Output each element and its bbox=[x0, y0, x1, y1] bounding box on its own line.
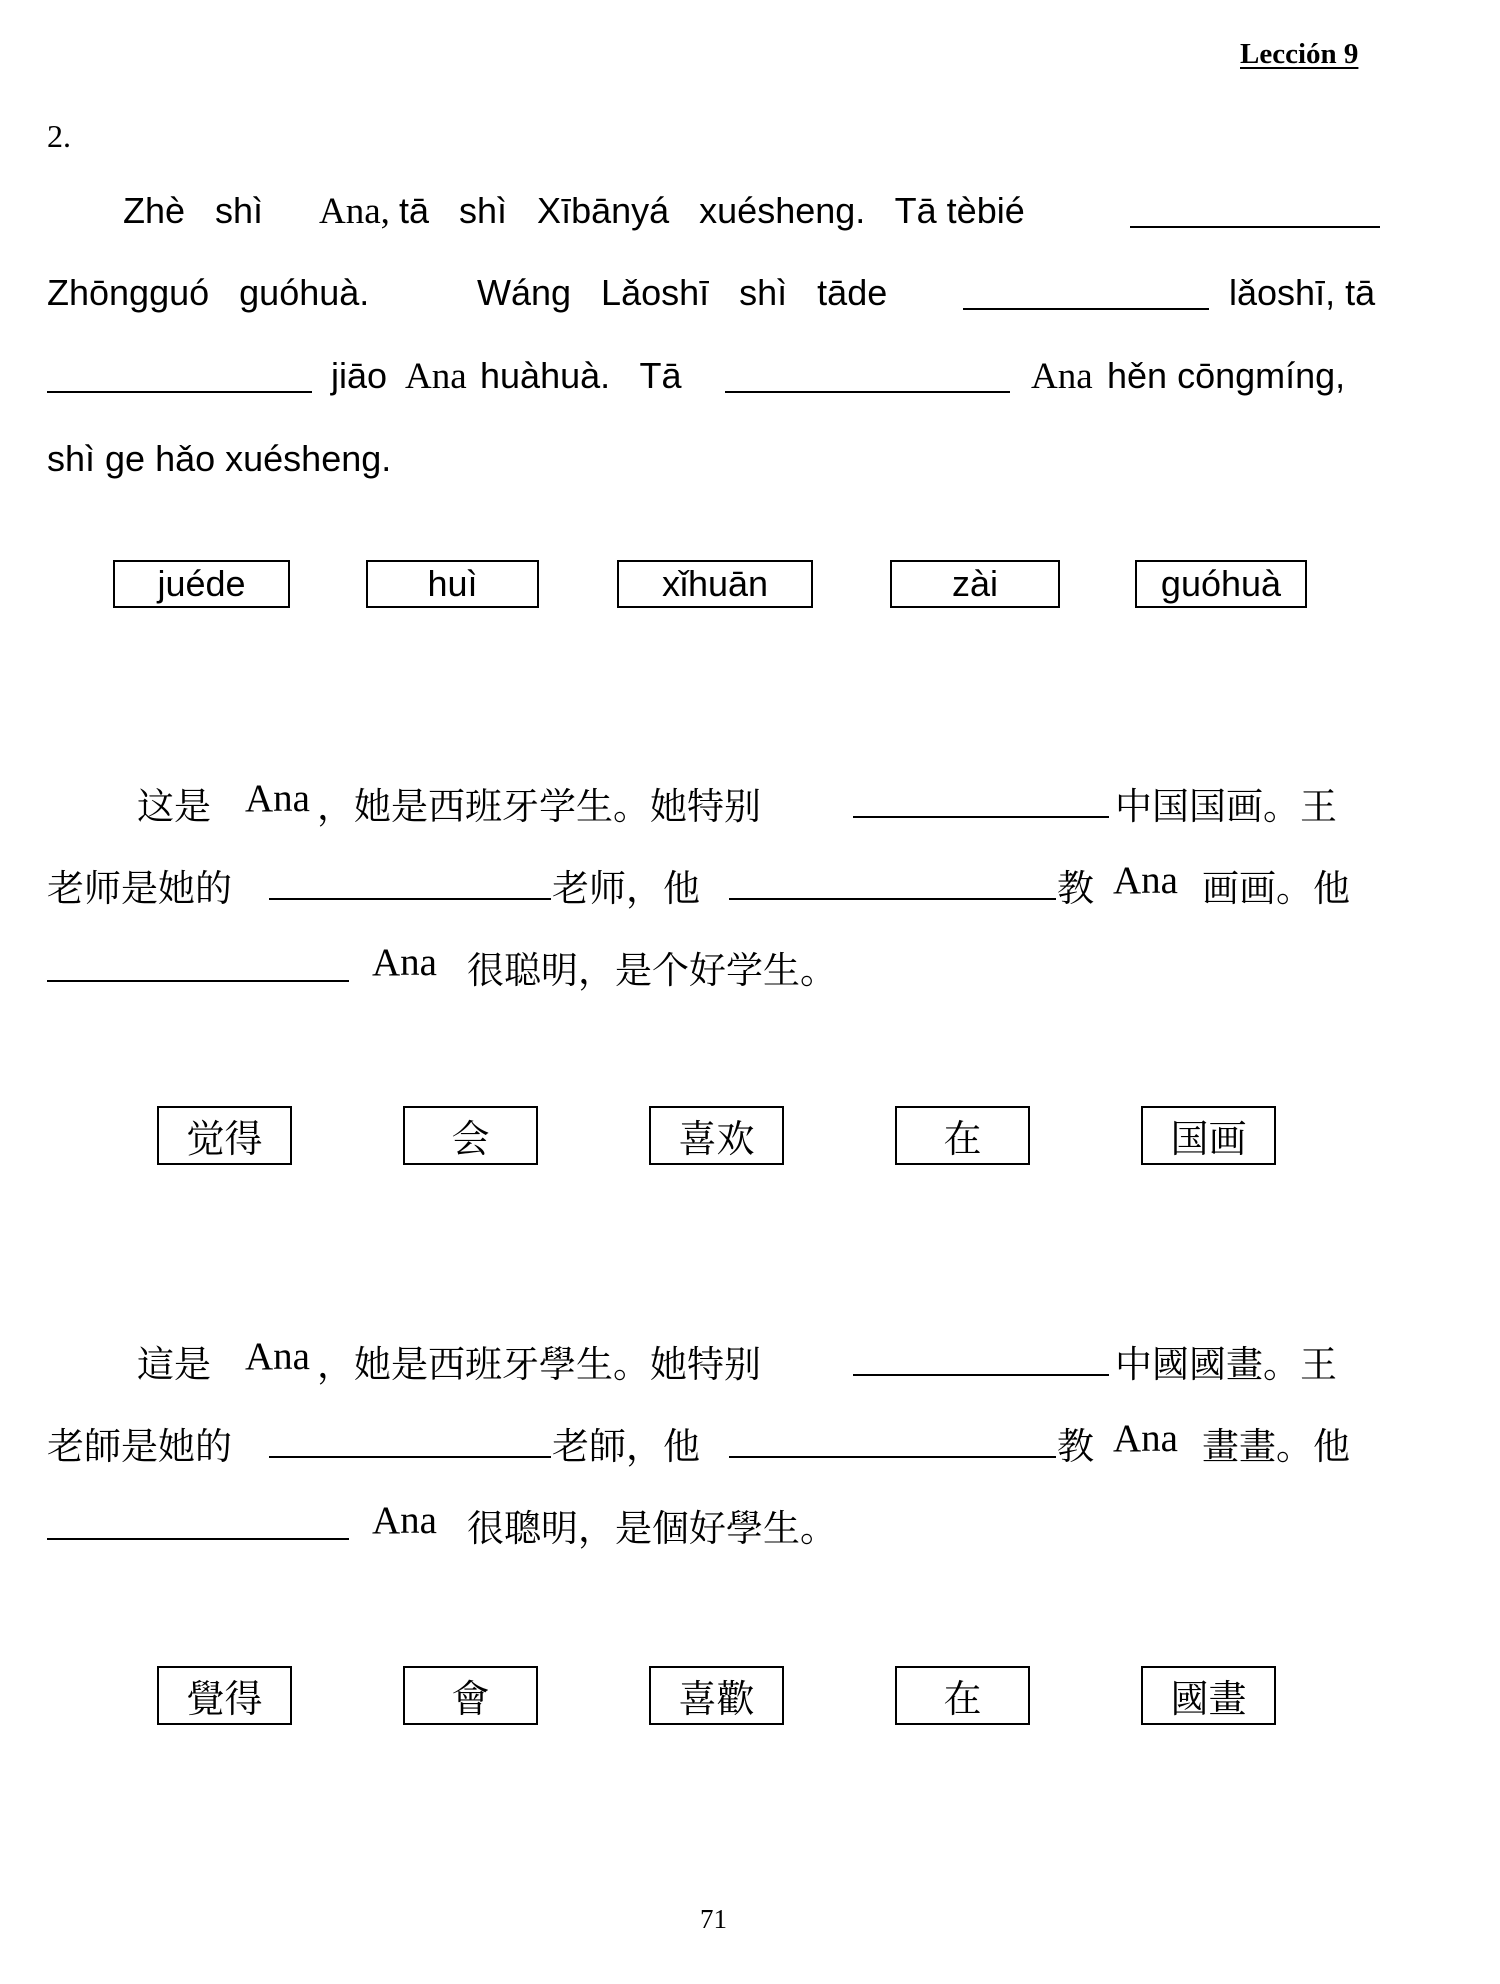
chinese-text: 很聰明，是個好學生。 bbox=[467, 1507, 837, 1550]
word-option[interactable]: huì bbox=[366, 560, 539, 608]
name-ana: Ana bbox=[1031, 356, 1093, 397]
pinyin-text: Zhè shì bbox=[123, 190, 264, 231]
answer-blank[interactable] bbox=[47, 940, 349, 991]
chinese-text: 教 bbox=[1057, 867, 1094, 910]
pinyin-text: huàhuà. Tā bbox=[480, 355, 682, 396]
answer-blank[interactable] bbox=[269, 1416, 551, 1467]
word-option[interactable]: 喜欢 bbox=[649, 1106, 784, 1165]
word-option[interactable]: 喜歡 bbox=[649, 1666, 784, 1725]
chinese-text: 画画。他 bbox=[1202, 867, 1350, 910]
word-option[interactable]: juéde bbox=[113, 560, 290, 608]
answer-blank[interactable] bbox=[47, 1498, 349, 1549]
chinese-text: 中国国画。王 bbox=[1115, 785, 1337, 828]
lesson-heading: Lección 9 bbox=[1240, 38, 1359, 70]
chinese-text: 这是 bbox=[137, 785, 211, 828]
name-ana: Ana bbox=[1113, 859, 1178, 902]
simplified-line-1 bbox=[47, 776, 1447, 828]
word-option[interactable]: 觉得 bbox=[157, 1106, 292, 1165]
name-ana: Ana bbox=[372, 1499, 437, 1542]
pinyin-text: Wáng Lǎoshī shì tāde bbox=[477, 272, 888, 313]
exercise-number: 2. bbox=[47, 118, 71, 154]
answer-blank[interactable] bbox=[269, 858, 551, 909]
chinese-text: 很聪明，是个好学生。 bbox=[467, 949, 837, 992]
pinyin-text: shì ge hǎo xuésheng. bbox=[47, 438, 392, 479]
word-option[interactable]: zài bbox=[890, 560, 1060, 608]
chinese-text: 老师是她的 bbox=[47, 867, 232, 910]
name-ana: Ana bbox=[372, 941, 437, 984]
pinyin-line-3 bbox=[47, 355, 1447, 403]
chinese-text: ，她是西班牙学生。她特别 bbox=[317, 785, 761, 828]
chinese-text: 中國國畫。王 bbox=[1115, 1343, 1337, 1386]
chinese-text: 畫畫。他 bbox=[1202, 1425, 1350, 1468]
name-ana: Ana bbox=[245, 777, 310, 820]
word-option[interactable]: 在 bbox=[895, 1666, 1030, 1725]
pinyin-line-1 bbox=[47, 190, 1447, 238]
page-number: 71 bbox=[700, 1904, 727, 1934]
traditional-line-2 bbox=[47, 1416, 1447, 1468]
simplified-line-3 bbox=[47, 940, 1047, 992]
name-ana: Ana bbox=[245, 1335, 310, 1378]
answer-blank[interactable] bbox=[853, 776, 1109, 827]
pinyin-text: tā shì Xībānyá xuésheng. Tā tèbié bbox=[399, 190, 1025, 231]
name-ana: Ana bbox=[405, 356, 467, 397]
chinese-text: 老師是她的 bbox=[47, 1425, 232, 1468]
pinyin-line-4 bbox=[47, 438, 647, 486]
answer-blank[interactable] bbox=[853, 1334, 1109, 1385]
word-option[interactable]: 覺得 bbox=[157, 1666, 292, 1725]
word-option[interactable]: guóhuà bbox=[1135, 560, 1307, 608]
chinese-text: 老师，他 bbox=[552, 867, 700, 910]
word-option[interactable]: 会 bbox=[403, 1106, 538, 1165]
answer-blank[interactable] bbox=[963, 272, 1209, 319]
pinyin-text: hěn cōngmíng, bbox=[1107, 355, 1346, 396]
traditional-line-1 bbox=[47, 1334, 1447, 1386]
chinese-text: 這是 bbox=[137, 1343, 211, 1386]
word-option[interactable]: 在 bbox=[895, 1106, 1030, 1165]
answer-blank[interactable] bbox=[725, 355, 1010, 402]
name-ana: Ana, bbox=[319, 191, 390, 232]
pinyin-line-2 bbox=[47, 272, 1447, 320]
answer-blank[interactable] bbox=[729, 1416, 1056, 1467]
traditional-line-3 bbox=[47, 1498, 1047, 1550]
pinyin-text: jiāo bbox=[331, 355, 388, 396]
pinyin-text: lǎoshī, tā bbox=[1229, 272, 1376, 313]
chinese-text: 老師，他 bbox=[552, 1425, 700, 1468]
answer-blank[interactable] bbox=[729, 858, 1056, 909]
answer-blank[interactable] bbox=[1130, 190, 1380, 237]
pinyin-text: Zhōngguó guóhuà. bbox=[47, 272, 370, 313]
chinese-text: 教 bbox=[1057, 1425, 1094, 1468]
simplified-line-2 bbox=[47, 858, 1447, 910]
word-option[interactable]: xǐhuān bbox=[617, 560, 813, 608]
chinese-text: ，她是西班牙學生。她特别 bbox=[317, 1343, 761, 1386]
answer-blank[interactable] bbox=[47, 355, 312, 402]
word-option[interactable]: 國畫 bbox=[1141, 1666, 1276, 1725]
name-ana: Ana bbox=[1113, 1417, 1178, 1460]
word-option[interactable]: 會 bbox=[403, 1666, 538, 1725]
word-option[interactable]: 国画 bbox=[1141, 1106, 1276, 1165]
